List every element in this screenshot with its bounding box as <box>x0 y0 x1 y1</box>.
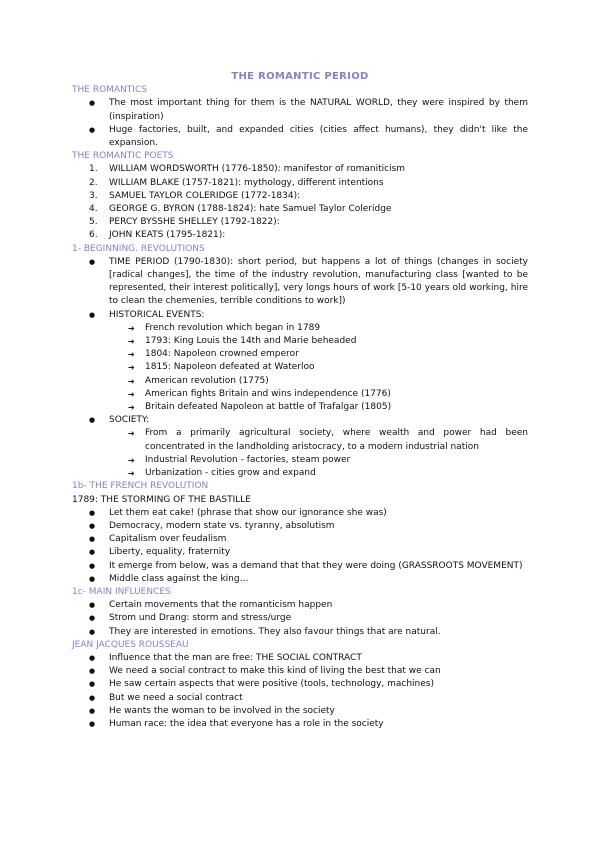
bastille-subheading: 1789: THE STORMING OF THE BASTILLE <box>72 494 251 505</box>
main-influences-list <box>72 599 528 639</box>
list-item: 4. GEORGE G. BYRON (1788-1824): hate Samuel Taylor Coleridge <box>89 204 392 215</box>
list-item: ● Liberty, equality, fraternity <box>72 546 528 559</box>
section-heading-poets: THE ROMANTIC POETS <box>72 151 174 162</box>
rousseau-list <box>72 652 528 731</box>
list-item: ➔ From a primarily agricultural society, where wealth and power had been concentrated in the landholding aristocracy, to a modern industrial nation <box>72 427 528 453</box>
section-heading-main-influences: 1c- MAIN INFLUENCES <box>72 586 171 597</box>
list-item: ➔ Britain defeated Napoleon at battle of Trafalgar (1805) <box>72 401 528 414</box>
list-item: 6. JOHN KEATS (1795-1821): <box>89 230 226 241</box>
society-heading-list <box>72 414 528 427</box>
section-heading-revolutions: 1- BEGINNING. REVOLUTIONS <box>72 243 205 254</box>
list-item: 3. SAMUEL TAYLOR COLERIDGE (1772-1834): <box>89 190 301 201</box>
list-item: ➔ French revolution which began in 1789 <box>72 322 528 335</box>
french-revolution-list <box>72 507 528 586</box>
list-item: ● But we need a social contract <box>72 692 528 705</box>
society-list <box>72 427 528 480</box>
list-item: ● He wants the woman to be involved in the society <box>72 705 528 718</box>
list-item: ● He saw certain aspects that were positive (tools, technology, machines) <box>72 678 528 691</box>
list-item: ● TIME PERIOD (1790-1830): short period, but happens a lot of things (changes in society [radical changes], the time of the industry revolution, manufacturing class [wanted to be represented, their interest politically], very longs hours of work [5-10 years old working, hire to clean the chemenies, terrible conditions to work]) <box>72 256 528 309</box>
section-heading-rousseau: JEAN JACQUES ROUSSEAU <box>72 639 189 650</box>
list-item: ● The most important thing for them is the NATURAL WORLD, they were inspired by them (inspiration) <box>72 97 528 123</box>
list-item: ● Strom und Drang: storm and stress/urge <box>72 612 528 625</box>
list-item: ● Middle class against the king… <box>72 573 528 586</box>
list-item: ● Capitalism over feudalism <box>72 533 528 546</box>
list-item: ➔ American revolution (1775) <box>72 375 528 388</box>
list-item: ➔ 1804: Napoleon crowned emperor <box>72 348 528 361</box>
list-item: ● Influence that the man are free: THE SOCIAL CONTRACT <box>72 652 528 665</box>
section-heading-romantics: THE ROMANTICS <box>72 85 147 96</box>
poets-list <box>72 163 528 242</box>
revolutions-list <box>72 256 528 322</box>
section-heading-french-revolution: 1b- THE FRENCH REVOLUTION <box>72 481 209 492</box>
list-item: ➔ Industrial Revolution - factories, steam power <box>72 454 528 467</box>
list-item: 5. PERCY BYSSHE SHELLEY (1792-1822): <box>89 217 280 228</box>
list-item: 2. WILLIAM BLAKE (1757-1821): mythology, different intentions <box>89 177 384 188</box>
list-item: ➔ American fights Britain and wins independence (1776) <box>72 388 528 401</box>
list-item: ● SOCIETY: <box>72 414 528 427</box>
list-item: ● Human race: the idea that everyone has a role in the society <box>72 718 528 731</box>
list-item: ● Democracy, modern state vs. tyranny, absolutism <box>72 520 528 533</box>
list-item: ● Certain movements that the romanticism happen <box>72 599 528 612</box>
list-item: ● HISTORICAL EVENTS: <box>72 309 528 322</box>
page-title: THE ROMANTIC PERIOD <box>231 71 369 82</box>
list-item: ● Let them eat cake! (phrase that show our ignorance she was) <box>72 507 528 520</box>
historical-events-list <box>72 322 528 414</box>
document-page <box>72 70 528 731</box>
list-item: ➔ 1815: Napoleon defeated at Waterloo <box>72 361 528 374</box>
list-item: ● We need a social contract to make this kind of living the best that we can <box>72 665 528 678</box>
list-item: ➔ Urbanization - cities grow and expand <box>72 467 528 480</box>
romantics-list <box>72 97 528 150</box>
list-item: ● It emerge from below, was a demand that that they were doing (GRASSROOTS MOVEMENT) <box>72 560 528 573</box>
list-item: 1. WILLIAM WORDSWORTH (1776-1850): manifestor of romaniticism <box>89 164 406 175</box>
list-item: ➔ 1793: King Louis the 14th and Marie beheaded <box>72 335 528 348</box>
list-item: ● Huge factories, built, and expanded cities (cities affect humans), they didn't like the expansion. <box>72 124 528 150</box>
list-item: ● They are interested in emotions. They also favour things that are natural. <box>72 626 528 639</box>
